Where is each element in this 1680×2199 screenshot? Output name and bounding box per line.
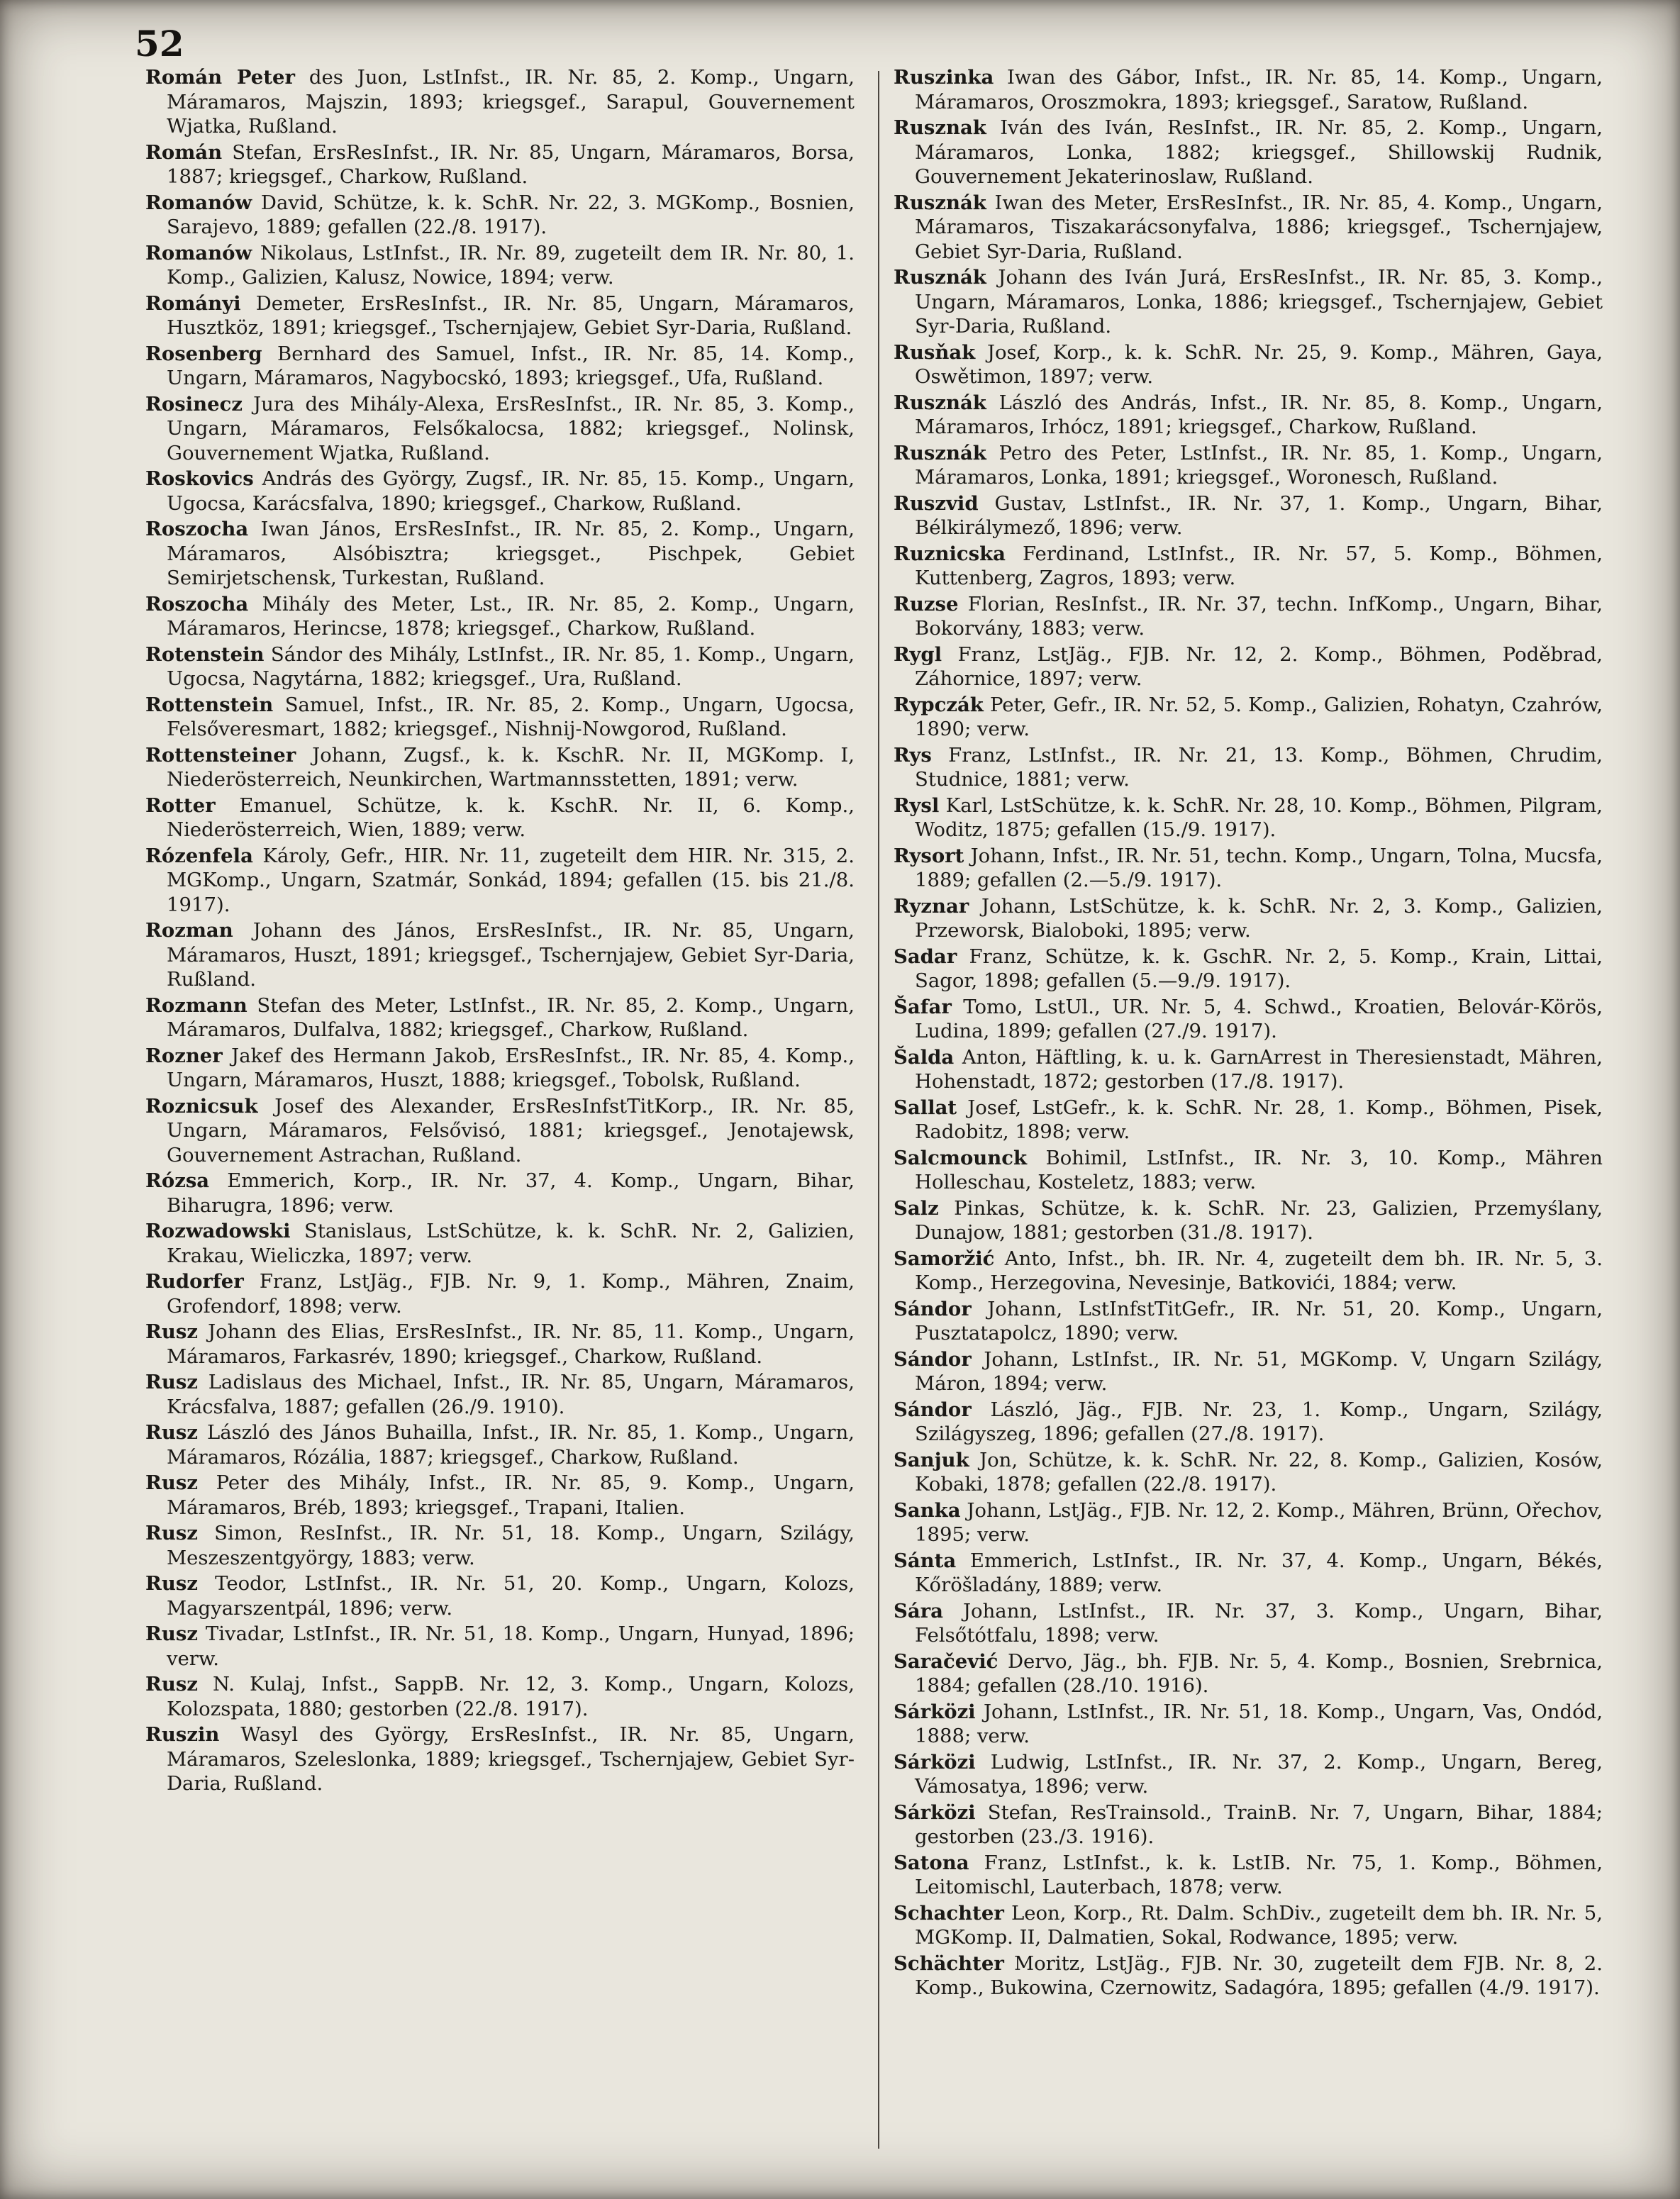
entry-surname: Rusznák bbox=[894, 441, 986, 464]
entry-surname: Rottensteiner bbox=[145, 743, 296, 767]
entry-surname: Ruszin bbox=[145, 1723, 220, 1746]
register-entry bbox=[145, 140, 855, 189]
register-entry bbox=[894, 1398, 1603, 1447]
entry-details: László, Jäg., FJB. Nr. 23, 1. Komp., Ungarn, Szilágy, Szilágyszeg, 1896; gefallen (27./8. 1917). bbox=[915, 1398, 1603, 1445]
entry-details: Ludwig, LstInfst., IR. Nr. 37, 2. Komp., Ungarn, Bereg, Vámosatya, 1896; verw. bbox=[915, 1750, 1603, 1798]
register-entry bbox=[145, 1219, 855, 1268]
entry-surname: Sárközi bbox=[894, 1800, 976, 1824]
entry-details: Johann, LstInfstTitGefr., IR. Nr. 51, 20. Komp., Ungarn, Pusztatapolcz, 1890; verw. bbox=[915, 1297, 1603, 1345]
entry-details: Johann, LstInfst., IR. Nr. 37, 3. Komp., Ungarn, Bihar, Felsőtótfalu, 1898; verw. bbox=[915, 1599, 1603, 1647]
entry-details: Jon, Schütze, k. k. SchR. Nr. 22, 8. Komp., Galizien, Kosów, Kobaki, 1878; gefallen (22./8. 1917). bbox=[915, 1448, 1603, 1496]
register-entry bbox=[145, 1320, 855, 1369]
entry-surname: Salcmounck bbox=[894, 1146, 1028, 1169]
entry-surname: Rományi bbox=[145, 291, 241, 315]
register-entry bbox=[145, 517, 855, 591]
entry-details: Nikolaus, LstInfst., IR. Nr. 89, zugeteilt dem IR. Nr. 80, 1. Komp., Galizien, Kalusz, Nowice, 1894; verw. bbox=[167, 241, 855, 289]
register-entry bbox=[894, 592, 1603, 641]
entry-surname: Rys bbox=[894, 743, 932, 767]
entry-surname: Rozwadowski bbox=[145, 1220, 291, 1242]
entry-surname: Ryznar bbox=[894, 894, 969, 918]
register-entry bbox=[894, 894, 1603, 943]
register-entry bbox=[894, 1096, 1603, 1145]
register-entry bbox=[145, 794, 855, 842]
entry-details: Pinkas, Schütze, k. k. SchR. Nr. 23, Galizien, Przemyślany, Dunajow, 1881; gestorben (31./8. 1917). bbox=[915, 1196, 1603, 1244]
register-entry bbox=[894, 65, 1603, 114]
register-entry bbox=[145, 1094, 855, 1168]
entry-details: Johann, LstInfst., IR. Nr. 51, MGKomp. V, Ungarn Szilágy, Máron, 1894; verw. bbox=[915, 1347, 1603, 1395]
entry-details: Simon, ResInfst., IR. Nr. 51, 18. Komp., Ungarn, Szilágy, Meszeszentgyörgy, 1883; verw. bbox=[167, 1522, 855, 1569]
entry-details: Anto, Infst., bh. IR. Nr. 4, zugeteilt dem bh. IR. Nr. 5, 3. Komp., Herzegovina, Nevesinje, Batkovići, 1884; verw. bbox=[915, 1247, 1603, 1294]
entry-surname: Rusz bbox=[145, 1522, 198, 1544]
entry-details: Josef, Korp., k. k. SchR. Nr. 25, 9. Komp., Mähren, Gaya, Oswětimon, 1897; verw. bbox=[915, 340, 1603, 388]
register-entry bbox=[145, 1269, 855, 1318]
entry-surname: Sadar bbox=[894, 945, 957, 968]
entry-surname: Romanów bbox=[145, 241, 252, 265]
entry-details: Gustav, LstInfst., IR. Nr. 37, 1. Komp., Ungarn, Bihar, Bélkirálymező, 1896; verw. bbox=[915, 491, 1603, 539]
register-entry bbox=[145, 1370, 855, 1419]
entry-surname: Šalda bbox=[894, 1045, 955, 1069]
entry-details: David, Schütze, k. k. SchR. Nr. 22, 3. MGKomp., Bosnien, Sarajevo, 1889; gefallen (22./8. 1917). bbox=[167, 191, 855, 238]
entry-surname: Sanka bbox=[894, 1498, 961, 1522]
register-entry bbox=[894, 265, 1603, 339]
entry-details: Emmerich, Korp., IR. Nr. 37, 4. Komp., Ungarn, Bihar, Biharugra, 1896; verw. bbox=[167, 1169, 855, 1217]
register-entry bbox=[894, 116, 1603, 189]
register-entry bbox=[145, 693, 855, 742]
entry-surname: Schächter bbox=[894, 1952, 1004, 1975]
entry-details: Franz, LstJäg., FJB. Nr. 12, 2. Komp., Böhmen, Poděbrad, Záhornice, 1897; verw. bbox=[915, 642, 1603, 690]
entry-surname: Rusznák bbox=[894, 266, 986, 289]
page-number: 52 bbox=[135, 23, 184, 65]
entry-details: Iwan János, ErsResInfst., IR. Nr. 85, 2. Komp., Ungarn, Máramaros, Alsóbisztra; kriegsget., Pischpek, Gebiet Semirjetschensk, Turkestan, Rußland. bbox=[167, 518, 855, 589]
entry-details: Stefan, ResTrainsold., TrainB. Nr. 7, Ungarn, Bihar, 1884; gestorben (23./3. 1916). bbox=[915, 1800, 1603, 1848]
entry-details: Jura des Mihály-Alexa, ErsResInfst., IR. Nr. 85, 3. Komp., Ungarn, Máramaros, Felsőkalocsa, 1882; kriegsgef., Nolinsk, Gouvernement Wjatka, Rußland. bbox=[167, 392, 855, 464]
entry-surname: Sándor bbox=[894, 1398, 972, 1421]
register-entry bbox=[894, 491, 1603, 540]
register-entry bbox=[145, 1044, 855, 1093]
register-entry bbox=[145, 65, 855, 139]
entry-surname: Rotenstein bbox=[145, 642, 265, 666]
register-entry bbox=[145, 592, 855, 641]
entry-surname: Rusz bbox=[145, 1371, 198, 1393]
register-entry bbox=[894, 743, 1603, 792]
register-entry bbox=[894, 340, 1603, 389]
entry-details: Tomo, LstUl., UR. Nr. 5, 4. Schwd., Kroatien, Belovár-Körös, Ludina, 1899; gefallen (27./9. 1917). bbox=[915, 995, 1603, 1042]
entry-details: Franz, LstInfst., k. k. LstIB. Nr. 75, 1. Komp., Böhmen, Leitomischl, Lauterbach, 1878; verw. bbox=[915, 1851, 1603, 1898]
entry-details: Stefan des Meter, LstInfst., IR. Nr. 85, 2. Komp., Ungarn, Máramaros, Dulfalva, 1882; kriegsgef., Charkow, Rußland. bbox=[167, 993, 855, 1041]
entry-surname: Sánta bbox=[894, 1549, 957, 1572]
entry-surname: Rózenfela bbox=[145, 844, 253, 867]
register-entry bbox=[894, 642, 1603, 691]
entry-surname: Saračević bbox=[894, 1649, 998, 1673]
entry-surname: Šafar bbox=[894, 995, 952, 1018]
entry-details: Sándor des Mihály, LstInfst., IR. Nr. 85, 1. Komp., Ungarn, Ugocsa, Nagytárna, 1882; kriegsgef., Ura, Rußland. bbox=[167, 642, 855, 690]
register-entry bbox=[145, 1571, 855, 1620]
register-entry bbox=[145, 844, 855, 918]
entry-details: Dervo, Jäg., bh. FJB. Nr. 5, 4. Komp., Bosnien, Srebrnica, 1884; gefallen (28./10. 1916). bbox=[915, 1649, 1603, 1697]
entry-details: Johann, LstInfst., IR. Nr. 51, 18. Komp., Ungarn, Vas, Ondód, 1888; verw. bbox=[915, 1700, 1603, 1747]
register-entry bbox=[894, 1700, 1603, 1749]
entry-surname: Sándor bbox=[894, 1297, 972, 1320]
entry-details: Johann, LstJäg., FJB. Nr. 12, 2. Komp., Mähren, Brünn, Ořechov, 1895; verw. bbox=[915, 1498, 1603, 1546]
entry-details: László des János Buhailla, Infst., IR. Nr. 85, 1. Komp., Ungarn, Máramaros, Rózália, 1887; kriegsgef., Charkow, Rußland. bbox=[167, 1421, 855, 1469]
register-entry bbox=[145, 1169, 855, 1218]
entry-details: Johann, LstSchütze, k. k. SchR. Nr. 2, 3. Komp., Galizien, Przeworsk, Bialoboki, 1895; verw. bbox=[915, 894, 1603, 942]
entry-details: Károly, Gefr., HIR. Nr. 11, zugeteilt dem HIR. Nr. 315, 2. MGKomp., Ungarn, Szatmár, Sonkád, 1894; gefallen (15. bis 21./8. 1917). bbox=[167, 844, 855, 916]
entry-details: András des György, Zugsf., IR. Nr. 85, 15. Komp., Ungarn, Ugocsa, Karácsfalva, 1890; kriegsgef., Charkow, Rußland. bbox=[167, 467, 855, 515]
entry-details: Karl, LstSchütze, k. k. SchR. Nr. 28, 10. Komp., Böhmen, Pilgram, Woditz, 1875; gefallen (15./9. 1917). bbox=[915, 794, 1603, 841]
register-entry bbox=[894, 1498, 1603, 1547]
entry-details: Wasyl des György, ErsResInfst., IR. Nr. 85, Ungarn, Máramaros, Szeleslonka, 1889; kriegsgef., Tschernjajew, Gebiet Syr-Daria, Rußland. bbox=[167, 1723, 855, 1795]
register-entry bbox=[894, 844, 1603, 893]
entry-details: Iwan des Meter, ErsResInfst., IR. Nr. 85, 4. Komp., Ungarn, Máramaros, Tiszakarácsonyfalva, 1886; kriegsgef., Tschernjajew, Gebiet Syr-Daria, Rußland. bbox=[915, 191, 1603, 263]
register-entry bbox=[145, 993, 855, 1042]
register-entry bbox=[894, 1649, 1603, 1698]
entry-surname: Rózsa bbox=[145, 1169, 210, 1192]
register-entry bbox=[145, 1622, 855, 1671]
entry-details: Jakef des Hermann Jakob, ErsResInfst., IR. Nr. 85, 4. Komp., Ungarn, Máramaros, Huszt, 1888; kriegsgef., Tobolsk, Rußland. bbox=[167, 1044, 855, 1091]
entry-details: Stanislaus, LstSchütze, k. k. SchR. Nr. 2, Galizien, Krakau, Wieliczka, 1897; verw. bbox=[167, 1220, 855, 1267]
entry-surname: Rozman bbox=[145, 919, 233, 942]
register-entry bbox=[145, 918, 855, 992]
entry-surname: Roskovics bbox=[145, 467, 254, 490]
register-entry bbox=[894, 1247, 1603, 1296]
register-entry bbox=[145, 1471, 855, 1520]
register-entry bbox=[894, 794, 1603, 842]
entry-details: Johann, Infst., IR. Nr. 51, techn. Komp., Ungarn, Tolna, Mucsfa, 1889; gefallen (2.—5./9. 1917). bbox=[915, 844, 1603, 891]
register-entry bbox=[894, 1045, 1603, 1094]
entry-surname: Ruzse bbox=[894, 592, 959, 616]
entry-surname: Sallat bbox=[894, 1096, 957, 1119]
entry-surname: Romanów bbox=[145, 191, 252, 214]
register-entry bbox=[894, 1146, 1603, 1195]
entry-surname: Roszocha bbox=[145, 518, 249, 540]
entry-surname: Sárközi bbox=[894, 1750, 976, 1774]
entry-details: Ferdinand, LstInfst., IR. Nr. 57, 5. Komp., Böhmen, Kuttenberg, Zagros, 1893; verw. bbox=[915, 542, 1603, 589]
register-entry bbox=[145, 1521, 855, 1570]
entry-surname: Rusz bbox=[145, 1320, 198, 1343]
entry-details: Petro des Peter, LstInfst., IR. Nr. 85, 1. Komp., Ungarn, Máramaros, Lonka, 1891; kriegsgef., Woronesch, Rußland. bbox=[915, 441, 1603, 489]
register-entry bbox=[894, 1297, 1603, 1346]
entry-surname: Rottenstein bbox=[145, 693, 274, 716]
entry-surname: Rozner bbox=[145, 1044, 223, 1067]
entry-surname: Salz bbox=[894, 1196, 939, 1220]
register-entry bbox=[145, 1420, 855, 1469]
register-entry bbox=[894, 1952, 1603, 2000]
entry-details: Johann des Iván Jurá, ErsResInfst., IR. Nr. 85, 3. Komp., Ungarn, Máramaros, Lonka, 1886; kriegsgef., Tschernjajew, Gebiet Syr-Daria, Rußland. bbox=[915, 266, 1603, 338]
entry-surname: Rusznak bbox=[894, 116, 986, 139]
register-entry bbox=[894, 1599, 1603, 1648]
register-entry bbox=[145, 342, 855, 391]
entry-surname: Ruznicska bbox=[894, 542, 1006, 565]
register-entry bbox=[894, 1347, 1603, 1396]
entry-details: Emmerich, LstInfst., IR. Nr. 37, 4. Komp., Ungarn, Békés, Kőröšladány, 1889; verw. bbox=[915, 1549, 1603, 1596]
register-entry bbox=[145, 467, 855, 516]
register-entry bbox=[894, 995, 1603, 1044]
entry-details: Florian, ResInfst., IR. Nr. 37, techn. InfKomp., Ungarn, Bihar, Bokorvány, 1883; verw. bbox=[915, 592, 1603, 640]
register-entry bbox=[145, 241, 855, 290]
register-entry bbox=[145, 1672, 855, 1721]
register-entry bbox=[145, 1722, 855, 1796]
entry-details: Franz, LstInfst., IR. Nr. 21, 13. Komp., Böhmen, Chrudim, Studnice, 1881; verw. bbox=[915, 743, 1603, 791]
entry-details: Johann des János, ErsResInfst., IR. Nr. 85, Ungarn, Máramaros, Huszt, 1891; kriegsgef., Tschernjajew, Gebiet Syr-Daria, Rußland. bbox=[167, 919, 855, 991]
register-entry bbox=[894, 191, 1603, 265]
entry-surname: Satona bbox=[894, 1851, 969, 1874]
entry-surname: Rusz bbox=[145, 1471, 198, 1494]
entry-details: Ladislaus des Michael, Infst., IR. Nr. 85, Ungarn, Máramaros, Krácsfalva, 1887; gefallen (26./9. 1910). bbox=[167, 1371, 855, 1418]
entry-details: Iwan des Gábor, Infst., IR. Nr. 85, 14. Komp., Ungarn, Máramaros, Oroszmokra, 1893; kriegsgef., Saratow, Rußland. bbox=[915, 66, 1603, 113]
register-entry bbox=[894, 441, 1603, 490]
entry-surname: Sárközi bbox=[894, 1700, 976, 1723]
entry-details: N. Kulaj, Infst., SappB. Nr. 12, 3. Komp., Ungarn, Kolozs, Kolozspata, 1880; gestorben (22./8. 1917). bbox=[167, 1673, 855, 1720]
entry-details: László des András, Infst., IR. Nr. 85, 8. Komp., Ungarn, Máramaros, Irhócz, 1891; kriegsgef., Charkow, Rußland. bbox=[915, 391, 1603, 438]
entry-surname: Rozmann bbox=[145, 993, 247, 1017]
register-entry bbox=[894, 945, 1603, 993]
register-entry bbox=[894, 1750, 1603, 1799]
entry-details: Josef des Alexander, ErsResInfstTitKorp., IR. Nr. 85, Ungarn, Máramaros, Felsővisó, 1881; kriegsgef., Jenotajewsk, Gouvernement Astrachan, Rußland. bbox=[167, 1094, 855, 1167]
entry-details: Iván des Iván, ResInfst., IR. Nr. 85, 2. Komp., Ungarn, Máramaros, Lonka, 1882; kriegsgef., Shillowskij Rudnik, Gouvernement Jekaterinoslaw, Rußland. bbox=[915, 116, 1603, 188]
register-entry bbox=[894, 1196, 1603, 1245]
register-entry bbox=[145, 642, 855, 691]
entry-details: Tivadar, LstInfst., IR. Nr. 51, 18. Komp., Ungarn, Hunyad, 1896; verw. bbox=[167, 1622, 855, 1670]
entry-details: des Juon, LstInfst., IR. Nr. 85, 2. Komp., Ungarn, Máramaros, Majszin, 1893; kriegsgef., Sarapul, Gouvernement Wjatka, Rußland. bbox=[167, 66, 855, 138]
right-column bbox=[894, 65, 1603, 2002]
left-column bbox=[145, 65, 855, 1798]
register-entry bbox=[894, 391, 1603, 440]
entry-details: Bohimil, LstInfst., IR. Nr. 3, 10. Komp., Mähren Holleschau, Kosteletz, 1883; verw. bbox=[915, 1146, 1603, 1193]
register-entry bbox=[145, 392, 855, 466]
entry-details: Leon, Korp., Rt. Dalm. SchDiv., zugeteilt dem bh. IR. Nr. 5, MGKomp. II, Dalmatien, Sokal, Rodwance, 1895; verw. bbox=[915, 1901, 1603, 1949]
entry-surname: Rygl bbox=[894, 642, 942, 666]
register-entry bbox=[894, 1901, 1603, 1950]
entry-surname: Rosinecz bbox=[145, 392, 243, 416]
entry-details: Samuel, Infst., IR. Nr. 85, 2. Komp., Ungarn, Ugocsa, Felsőveresmart, 1882; kriegsgef., Nishnij-Nowgorod, Rußland. bbox=[167, 693, 855, 740]
entry-surname: Schachter bbox=[894, 1901, 1004, 1925]
entry-surname: Ruszvid bbox=[894, 491, 979, 515]
entry-surname: Rosenberg bbox=[145, 342, 262, 365]
entry-details: Stefan, ErsResInfst., IR. Nr. 85, Ungarn, Máramaros, Borsa, 1887; kriegsgef., Charkow, Rußland. bbox=[167, 140, 855, 188]
register-entry bbox=[894, 1448, 1603, 1497]
register-entry bbox=[894, 1800, 1603, 1849]
entry-details: Bernhard des Samuel, Infst., IR. Nr. 85, 14. Komp., Ungarn, Máramaros, Nagybocskó, 1893; kriegsgef., Ufa, Rußland. bbox=[167, 342, 855, 389]
entry-details: Johann des Elias, ErsResInfst., IR. Nr. 85, 11. Komp., Ungarn, Máramaros, Farkasrév, 1890; kriegsgef., Charkow, Rußland. bbox=[167, 1320, 855, 1368]
entry-details: Demeter, ErsResInfst., IR. Nr. 85, Ungarn, Máramaros, Husztköz, 1891; kriegsgef., Tschernjajew, Gebiet Syr-Daria, Rußland. bbox=[167, 291, 855, 339]
entry-surname: Sanjuk bbox=[894, 1448, 969, 1471]
register-entry bbox=[145, 291, 855, 340]
entry-details: Josef, LstGefr., k. k. SchR. Nr. 28, 1. Komp., Böhmen, Pisek, Radobitz, 1898; verw. bbox=[915, 1096, 1603, 1143]
entry-surname: Rusz bbox=[145, 1673, 198, 1696]
entry-surname: Sándor bbox=[894, 1347, 972, 1371]
entry-surname: Román bbox=[145, 140, 223, 164]
entry-surname: Rysl bbox=[894, 794, 940, 817]
entry-surname: Ruszinka bbox=[894, 66, 994, 89]
entry-surname: Sára bbox=[894, 1599, 943, 1622]
entry-surname: Rusznák bbox=[894, 391, 986, 414]
entry-details: Franz, LstJäg., FJB. Nr. 9, 1. Komp., Mähren, Znaim, Grofendorf, 1898; verw. bbox=[167, 1270, 855, 1318]
entry-surname: Roznicsuk bbox=[145, 1094, 258, 1118]
entry-surname: Rusňak bbox=[894, 340, 976, 364]
column-divider bbox=[878, 71, 879, 2149]
entry-details: Emanuel, Schütze, k. k. KschR. Nr. II, 6. Komp., Niederösterreich, Wien, 1889; verw. bbox=[167, 794, 855, 841]
register-entry bbox=[894, 693, 1603, 742]
entry-details: Peter des Mihály, Infst., IR. Nr. 85, 9. Komp., Ungarn, Máramaros, Bréb, 1893; kriegsgef., Trapani, Italien. bbox=[167, 1471, 855, 1519]
entry-details: Anton, Häftling, k. u. k. GarnArrest in Theresienstadt, Mähren, Hohenstadt, 1872; gestorben (17./8. 1917). bbox=[915, 1045, 1603, 1093]
entry-surname: Rusznák bbox=[894, 191, 986, 214]
entry-details: Franz, Schütze, k. k. GschR. Nr. 2, 5. Komp., Krain, Littai, Sagor, 1898; gefallen (5.—9./9. 1917). bbox=[915, 945, 1603, 992]
entry-surname: Roszocha bbox=[145, 592, 249, 616]
entry-surname: Rypczák bbox=[894, 693, 984, 716]
register-entry bbox=[894, 1851, 1603, 1900]
entry-surname: Rysort bbox=[894, 844, 964, 867]
entry-details: Johann, Zugsf., k. k. KschR. Nr. II, MGKomp. I, Niederösterreich, Neunkirchen, Wartmannsstetten, 1891; verw. bbox=[167, 743, 855, 791]
entry-details: Peter, Gefr., IR. Nr. 52, 5. Komp., Galizien, Rohatyn, Czahrów, 1890; verw. bbox=[915, 693, 1603, 740]
register-entry bbox=[145, 743, 855, 792]
entry-surname: Román Peter bbox=[145, 66, 295, 89]
register-entry bbox=[145, 191, 855, 240]
entry-surname: Rusz bbox=[145, 1421, 198, 1444]
entry-surname: Rotter bbox=[145, 794, 216, 817]
entry-surname: Rusz bbox=[145, 1622, 198, 1645]
entry-surname: Samoržić bbox=[894, 1247, 995, 1270]
entry-details: Mihály des Meter, Lst., IR. Nr. 85, 2. Komp., Ungarn, Máramaros, Herincse, 1878; kriegsgef., Charkow, Rußland. bbox=[167, 592, 855, 640]
entry-details: Teodor, LstInfst., IR. Nr. 51, 20. Komp., Ungarn, Kolozs, Magyarszentpál, 1896; verw. bbox=[167, 1572, 855, 1620]
register-entry bbox=[894, 542, 1603, 591]
entry-details: Moritz, LstJäg., FJB. Nr. 30, zugeteilt dem FJB. Nr. 8, 2. Komp., Bukowina, Czernowitz, Sadagóra, 1895; gefallen (4./9. 1917). bbox=[915, 1952, 1603, 1999]
entry-surname: Rudorfer bbox=[145, 1270, 244, 1293]
register-entry bbox=[894, 1549, 1603, 1598]
entry-surname: Rusz bbox=[145, 1572, 198, 1595]
